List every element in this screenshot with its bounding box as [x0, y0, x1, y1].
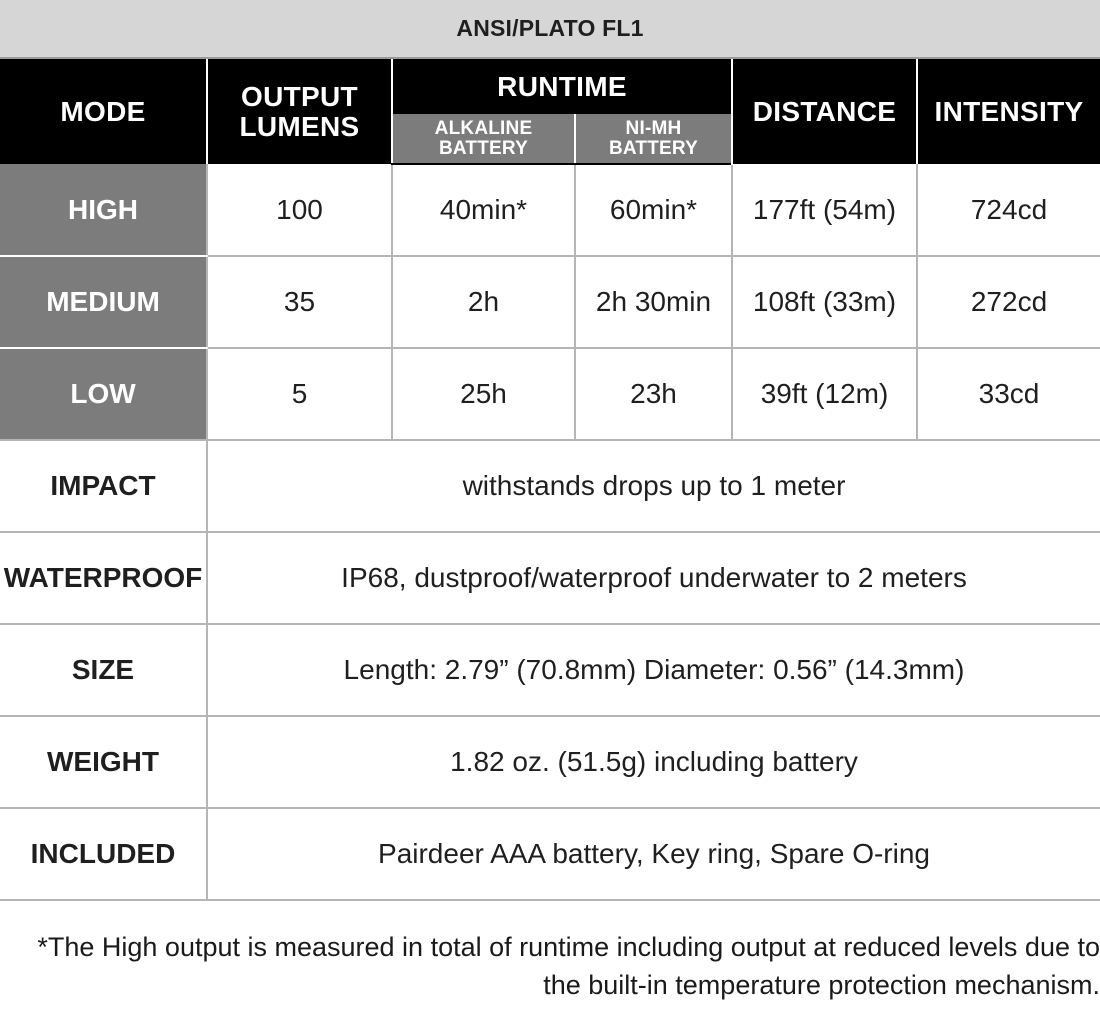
- header-output-line2: LUMENS: [239, 110, 360, 142]
- header-alkaline-line2: BATTERY: [438, 137, 528, 159]
- lumens-cell: 100: [207, 164, 392, 256]
- spec-row-impact: [0, 440, 1100, 532]
- header-mode: MODE: [0, 58, 207, 164]
- spec-row-included: [0, 808, 1100, 900]
- intensity-cell: 33cd: [917, 348, 1100, 440]
- header-nimh-line2: BATTERY: [608, 137, 698, 159]
- spec-row-waterproof: [0, 532, 1100, 624]
- mode-row-low: [0, 348, 1100, 440]
- spec-label: IMPACT: [0, 440, 207, 532]
- spec-row-size: [0, 624, 1100, 716]
- distance-cell: 108ft (33m): [732, 256, 917, 348]
- spec-label: WATERPROOF: [0, 532, 207, 624]
- footnote: [0, 928, 1100, 1004]
- intensity-cell: 272cd: [917, 256, 1100, 348]
- spec-value: Length: 2.79” (70.8mm) Diameter: 0.56” (14.3mm): [207, 624, 1100, 716]
- distance-cell: 39ft (12m): [732, 348, 917, 440]
- spec-label: INCLUDED: [0, 808, 207, 900]
- spec-row-weight: [0, 716, 1100, 808]
- lumens-cell: 5: [207, 348, 392, 440]
- header-alkaline-line1: ALKALINE: [434, 117, 533, 139]
- header-runtime: RUNTIME: [392, 58, 732, 114]
- alkaline-runtime-cell: 40min*: [392, 164, 575, 256]
- mode-label: LOW: [0, 348, 207, 440]
- table-title: ANSI/PLATO FL1: [0, 0, 1100, 58]
- nimh-runtime-cell: 2h 30min: [575, 256, 732, 348]
- header-intensity: INTENSITY: [917, 58, 1100, 164]
- header-nimh-battery: [575, 114, 732, 164]
- mode-row-medium: [0, 256, 1100, 348]
- mode-label: HIGH: [0, 164, 207, 256]
- spec-label: WEIGHT: [0, 716, 207, 808]
- distance-cell: 177ft (54m): [732, 164, 917, 256]
- footnote-line-1: *The High output is measured in total of runtime including output at reduced levels due to: [37, 932, 1100, 962]
- mode-row-high: [0, 164, 1100, 256]
- nimh-runtime-cell: 23h: [575, 348, 732, 440]
- spec-value: 1.82 oz. (51.5g) including battery: [207, 716, 1100, 808]
- spec-value: withstands drops up to 1 meter: [207, 440, 1100, 532]
- mode-label: MEDIUM: [0, 256, 207, 348]
- alkaline-runtime-cell: 2h: [392, 256, 575, 348]
- header-output-line1: OUTPUT: [241, 80, 358, 112]
- intensity-cell: 724cd: [917, 164, 1100, 256]
- header-alkaline-battery: [392, 114, 575, 164]
- spec-value: IP68, dustproof/waterproof underwater to 2 meters: [207, 532, 1100, 624]
- nimh-runtime-cell: 60min*: [575, 164, 732, 256]
- spec-value: Pairdeer AAA battery, Key ring, Spare O-ring: [207, 808, 1100, 900]
- lumens-cell: 35: [207, 256, 392, 348]
- header-distance: DISTANCE: [732, 58, 917, 164]
- spec-label: SIZE: [0, 624, 207, 716]
- header-output-lumens: [207, 58, 392, 164]
- footnote-line-2: the built-in temperature protection mechanism.: [543, 970, 1100, 1000]
- alkaline-runtime-cell: 25h: [392, 348, 575, 440]
- header-nimh-line1: NI-MH: [625, 117, 682, 139]
